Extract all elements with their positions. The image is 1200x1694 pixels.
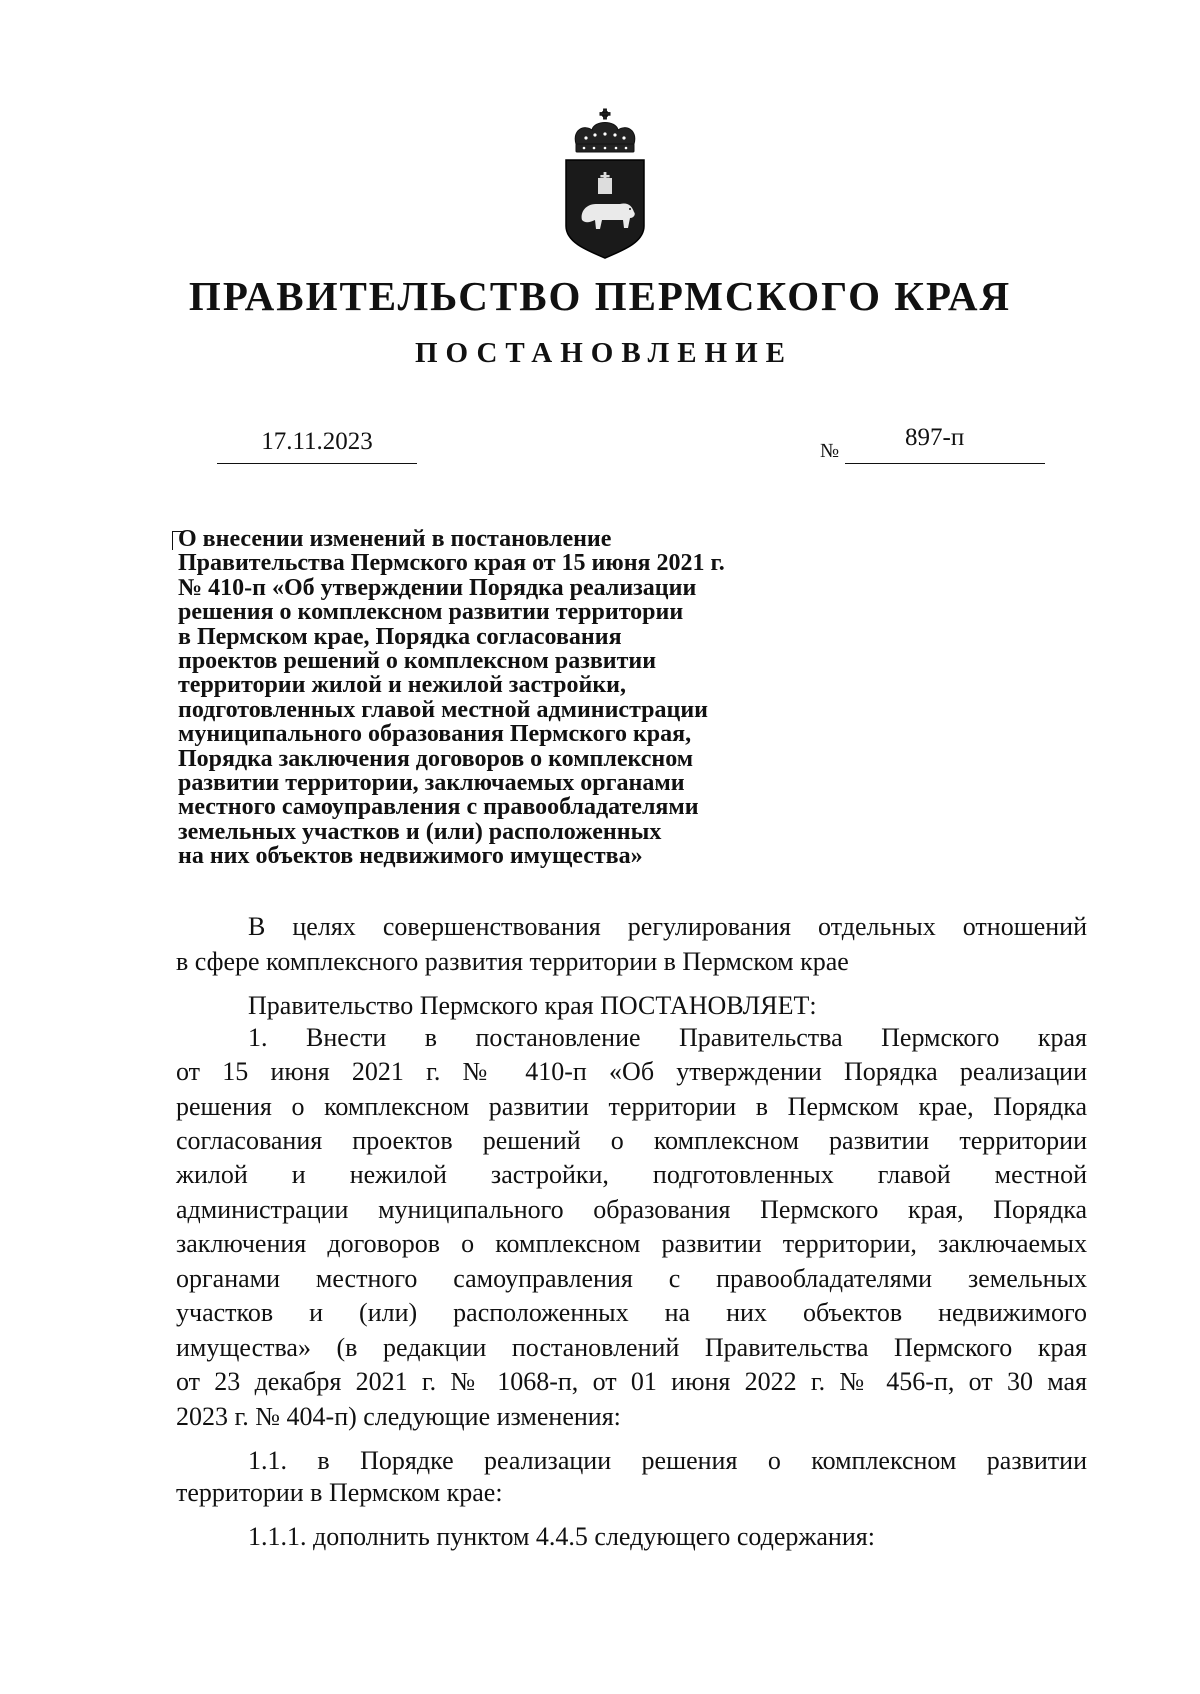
body-line: 1. Внести в постановление Правительства Пермского края (248, 1023, 1087, 1052)
body-line: согласования проектов решений о комплексном развитии территории (176, 1126, 1087, 1155)
date-field (217, 423, 417, 464)
body-line: от 23 декабря 2021 г. № 1068-п, от 01 июня 2022 г. № 456-п, от 30 мая (176, 1367, 1087, 1396)
subject-line: муниципального образования Пермского края, (178, 721, 692, 748)
subject-line: подготовленных главой местной администрации (178, 696, 708, 723)
subject-line: решения о комплексном развитии территории (178, 599, 684, 626)
subject-line: территории жилой и нежилой застройки, (178, 672, 627, 699)
subject-line: О внесении изменений в постановление (178, 526, 612, 552)
subject-line: Правительства Пермского края от 15 июня 2021 г. (178, 550, 725, 577)
document-number: 897-п (905, 424, 965, 451)
subject-line: земельных участков и (или) расположенных (178, 818, 662, 845)
body-line: участков и (или) расположенных на них объектов недвижимого (176, 1298, 1087, 1327)
body-line: в сфере комплексного развития территории в Пермском крае (176, 947, 849, 976)
document-subject (178, 527, 878, 869)
subject-line: развитии территории, заключаемых органами (178, 770, 685, 797)
body-line: 1.1. в Порядке реализации решения о комплексном развитии (248, 1446, 1087, 1475)
number-field (845, 423, 1045, 464)
body-line: В целях совершенствования регулирования отдельных отношений (248, 912, 1087, 941)
perm-krai-coat-of-arms-icon (562, 108, 648, 260)
body-line: органами местного самоуправления с правообладателями земельных (176, 1264, 1087, 1293)
number-sign: № (820, 440, 840, 462)
subject-line: проектов решений о комплексном развитии (178, 648, 657, 675)
subject-line: № 410-п «Об утверждении Порядка реализации (178, 574, 697, 601)
document-date: 17.11.2023 (261, 428, 373, 455)
subject-line: на них объектов недвижимого имущества» (178, 843, 643, 870)
government-title: ПРАВИТЕЛЬСТВО ПЕРМСКОГО КРАЯ (188, 273, 1012, 319)
body-line: заключения договоров о комплексном развитии территории, заключаемых (176, 1229, 1087, 1258)
body-line: администрации муниципального образования Пермского края, Порядка (176, 1195, 1087, 1224)
body-line: территории в Пермском крае: (176, 1478, 503, 1507)
subject-line: в Пермском крае, Порядка согласования (178, 623, 622, 650)
body-line: 1.1.1. дополнить пунктом 4.4.5 следующего содержания: (248, 1522, 875, 1551)
body-line: жилой и нежилой застройки, подготовленных главой местной (176, 1160, 1087, 1189)
subject-line: Порядка заключения договоров о комплексном (178, 745, 694, 772)
body-line: от 15 июня 2021 г. № 410-п «Об утверждении Порядка реализации (176, 1057, 1087, 1086)
subject-line: местного самоуправления с правообладателями (178, 794, 699, 821)
body-line: Правительство Пермского края ПОСТАНОВЛЯЕТ: (248, 991, 817, 1020)
document-type: ПОСТАНОВЛЕНИЕ (414, 337, 793, 369)
body-line: решения о комплексном развитии территории в Пермском крае, Порядка (176, 1092, 1087, 1121)
body-line: 2023 г. № 404-п) следующие изменения: (176, 1402, 621, 1431)
body-line: имущества» (в редакции постановлений Правительства Пермского края (176, 1333, 1087, 1362)
